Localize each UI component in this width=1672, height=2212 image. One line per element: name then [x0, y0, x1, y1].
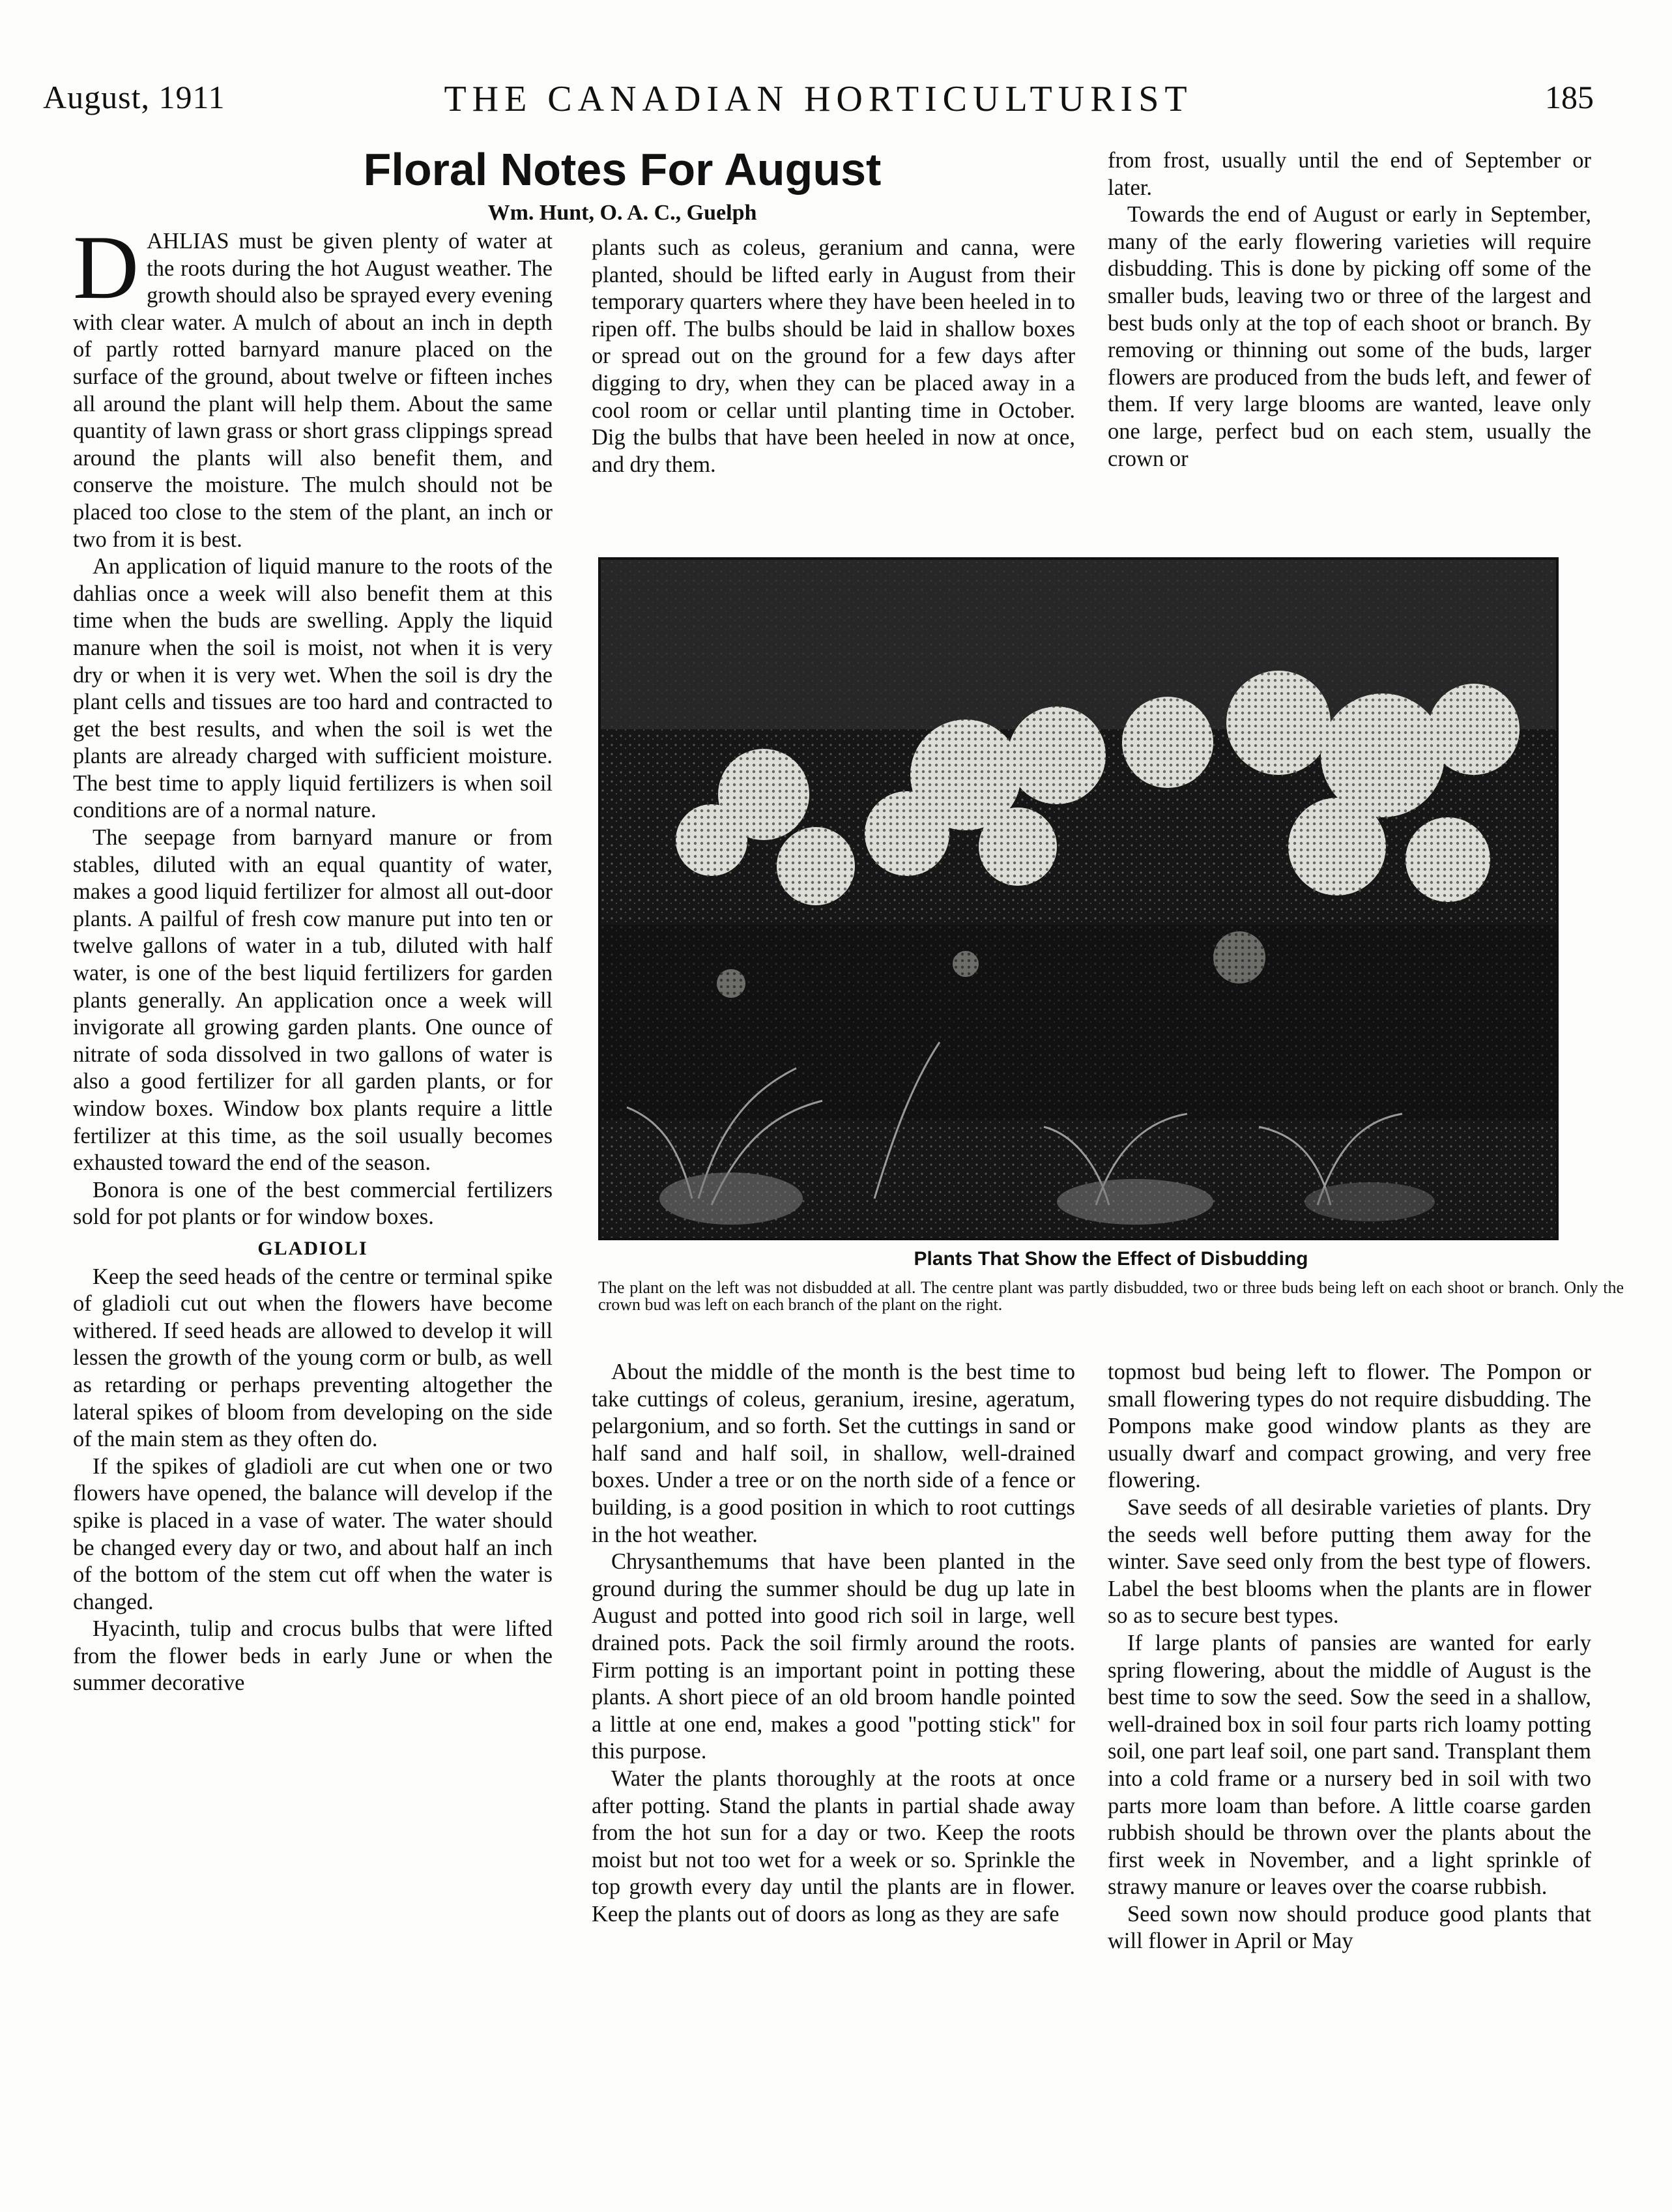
- paragraph: The seepage from barnyard manure or from stables, diluted with an equal quantity of water, makes a good liquid fertilizer for almost all out-door plants. A pailful of fresh cow manure put into ten or twelve gallons of water in a tub, diluted with half water, is one of the best liquid fertilizers for garden plants generally. An application once a week will invigorate all growing garden plants. One ounce of nitrate of soda dissolved in two gallons of water is also a good fertilizer for all garden plants, or for window boxes. Window box plants require a little fertilizer at this time, as the soil usually becomes exhausted toward the end of the season.: [73, 825, 553, 1176]
- figure-caption-title: Plants That Show the Effect of Disbudding: [914, 1248, 1308, 1270]
- running-head: [43, 78, 1594, 130]
- section-heading-gladioli: GLADIOLI: [257, 1237, 368, 1259]
- photo-illustration: [601, 560, 1556, 1238]
- paragraph: If the spikes of gladioli are cut when one or two flowers have opened, the balance will develop if the spike is placed in a vase of water. The water should be changed every day or two, and about half an inch of the bottom of the stem cut off when the water is changed.: [73, 1453, 553, 1614]
- paragraph: Towards the end of August or early in September, many of the early flowering varieties will require disbudding. This is done by picking off some of the smaller buds, leaving two or three of the largest and best buds only at the top of each shoot or branch. By removing or thinning out some of the buds, larger flowers are produced from the buds left, and fewer of them. If very large blooms are wanted, leave only one large, perfect bud on each stem, usually the crown or: [1108, 202, 1591, 471]
- drop-cap: D: [73, 217, 139, 318]
- paragraph: Chrysanthemums that have been planted in the ground during the summer should be dug up late in August and potted into good rich soil in large, well drained pots. Pack the soil firmly around the roots. Firm potting is an important point in potting these plants. A short piece of an old broom handle pointed a little at one end, makes a good "potting stick" for this purpose.: [592, 1549, 1075, 1764]
- paragraph: Keep the seed heads of the centre or terminal spike of gladioli cut out when the flowers have become withered. If seed heads are allowed to develop it will lessen the growth of the young corm or bulb, as well as retarding or perhaps preventing altogether the lateral spikes of bloom from developing on the side of the main stem as they often do.: [73, 1264, 553, 1452]
- paragraph: [73, 217, 553, 553]
- paragraph: An application of liquid manure to the roots of the dahlias once a week will also benefit them at this time when the buds are swelling. Apply the liquid manure when the soil is moist, not when it is very dry or when it is very wet. When the soil is dry the plant cells and tissues are too hard and contracted to get the best results, and when the soil is wet the plants are already charged with sufficient moisture. The best time to apply liquid fertilizers is when soil conditions are of a normal nature.: [73, 554, 553, 823]
- paragraph: If large plants of pansies are wanted for early spring flowering, about the middle of August is the best time to sow the seed. Sow the seed in a shallow, well-drained box in soil four parts rich loamy potting soil, one part leaf soil, one part sand. Transplant them into a cold frame or a nursery bed in soil with two parts more loam than before. A little coarse garden rubbish should be thrown over the plants about the first week in November, and a light sprinkle of strawy manure or leaves over the coarse rubbish.: [1108, 1630, 1591, 1900]
- article-title: Floral Notes For August: [363, 144, 882, 195]
- column-1: [73, 217, 553, 1697]
- paragraph-text: AHLIAS must be given plenty of water at the roots during the hot August weather. The growth should also be sprayed every evening with clear water. A mulch of about an inch in depth of partly rotted barnyard manure placed on the surface of the ground, about twelve or fifteen inches all around the plant will help them. About the same quantity of lawn grass or short grass clippings spread around the plants will also benefit them, and conserve the moisture. The mulch should not be placed too close to the stem of the plant, an inch or two from it is best.: [73, 229, 553, 552]
- column-2-lower: [592, 1359, 1075, 1928]
- page-number: 185: [1545, 79, 1594, 115]
- paragraph: Hyacinth, tulip and crocus bulbs that were lifted from the flower beds in early June or when the summer decorative: [73, 1616, 553, 1696]
- issue-date: August, 1911: [43, 79, 225, 115]
- column-3-upper: [1108, 147, 1591, 473]
- column-2-upper: [592, 235, 1075, 478]
- article-heading: [241, 143, 1003, 226]
- article-byline: Wm. Hunt, O. A. C., Guelph: [487, 201, 757, 225]
- paragraph: plants such as coleus, geranium and canna, were planted, should be lifted early in August from their temporary quarters where they have been heeled in to ripen off. The bulbs should be laid in shallow boxes or spread out on the ground for a few days after digging to dry, when they can be placed away in a cool room or cellar until planting time in October. Dig the bulbs that have been heeled in now at once, and dry them.: [592, 235, 1075, 477]
- paragraph: About the middle of the month is the best time to take cuttings of coleus, geranium, iresine, ageratum, pelargonium, and so forth. Set the cuttings in sand or half sand and half soil, in shallow, well-drained boxes. Under a tree or on the north side of a fence or building, is a good position in which to root cuttings in the hot weather.: [592, 1360, 1075, 1547]
- paragraph: Water the plants thoroughly at the roots at once after potting. Stand the plants in partial shade away from the hot sun for a day or two. Keep the roots moist but not too wet for a week or so. Sprinkle the top growth every day until the plants are in flower. Keep the plants out of doors as long as they are safe: [592, 1766, 1075, 1927]
- paragraph: Seed sown now should produce good plants that will flower in April or May: [1108, 1901, 1591, 1954]
- figure-caption: [598, 1248, 1624, 1313]
- paragraph: topmost bud being left to flower. The Pompon or small flowering types do not require disbudding. The Pompons make good window plants as they are usually dwarf and compact growing, and very free flowering.: [1108, 1360, 1591, 1493]
- paragraph: from frost, usually until the end of September or later.: [1108, 148, 1591, 200]
- column-3-lower: [1108, 1359, 1591, 1955]
- photograph-disbudding: [598, 557, 1559, 1240]
- paragraph: Save seeds of all desirable varieties of plants. Dry the seeds well before putting them away for the winter. Save seed only from the best type of flowers. Label the best blooms when the plants are in flower so as to secure best types.: [1108, 1494, 1591, 1629]
- figure-caption-text: The plant on the left was not disbudded at all. The centre plant was partly disbudded, two or three buds being left on each shoot or branch. Only the crown bud was left on each branch of the plant on the right.: [598, 1278, 1624, 1314]
- journal-title: THE CANADIAN HORTICULTURIST: [444, 79, 1193, 119]
- paragraph: Bonora is one of the best commercial fertilizers sold for pot plants or for window boxes.: [73, 1177, 553, 1230]
